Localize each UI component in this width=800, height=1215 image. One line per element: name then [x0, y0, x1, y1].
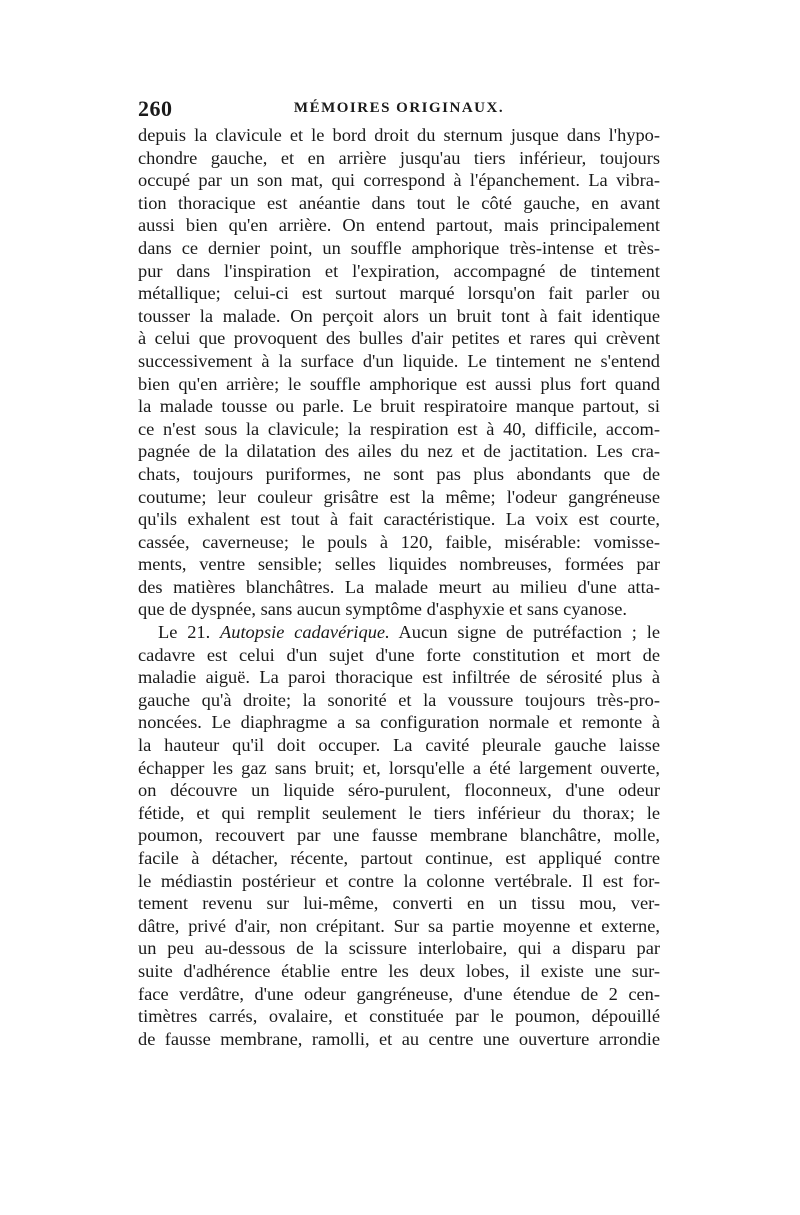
- text-line: ments, ventre sensible; selles liquides nombreuses, formées par: [138, 554, 660, 575]
- text-line: dâtre, privé d'air, non crépitant. Sur sa partie moyenne et externe,: [138, 915, 660, 936]
- text-line: des matières blanchâtres. La malade meurt au milieu d'une atta-: [138, 576, 660, 597]
- body-text: [138, 124, 660, 1050]
- text-line: poumon, recouvert par une fausse membrane blanchâtre, molle,: [138, 825, 660, 846]
- text-line: un peu au-dessous de la scissure interlobaire, qui a disparu par: [138, 938, 660, 959]
- paragraph-2: [138, 621, 660, 1050]
- text-line: tion thoracique est anéantie dans tout le côté gauche, en avant: [138, 192, 660, 213]
- text-line: à celui que provoquent des bulles d'air petites et rares qui crèvent: [138, 328, 660, 349]
- text-line: chats, toujours puriformes, ne sont pas plus abondants que de: [138, 463, 660, 484]
- text-line: aussi bien qu'en arrière. On entend partout, mais principalement: [138, 215, 660, 236]
- text-line: gauche qu'à droite; la sonorité et la voussure toujours très-pro-: [138, 689, 660, 710]
- text-line: de fausse membrane, ramolli, et au centre une ouverture arrondie: [138, 1028, 660, 1049]
- text-line: depuis la clavicule et le bord droit du sternum jusque dans l'hypo-: [138, 125, 660, 145]
- text-line: timètres carrés, ovalaire, et constituée par le poumon, dépouillé: [138, 1006, 660, 1027]
- text-line: face verdâtre, d'une odeur gangréneuse, d'une étendue de 2 cen-: [138, 983, 660, 1004]
- text-line: pagnée de la dilatation des ailes du nez et de jactitation. Les cra-: [138, 441, 660, 462]
- text-line-first: [138, 621, 660, 644]
- text-line: fétide, et qui remplit seulement le tiers inférieur du thorax; le: [138, 802, 660, 823]
- text-line: que de dyspnée, sans aucun symptôme d'asphyxie et sans cyanose.: [138, 599, 628, 620]
- text-line: successivement à la surface d'un liquide. Le tintement ne s'entend: [138, 350, 660, 371]
- text-line: tement revenu sur lui-même, converti en un tissu mou, ver-: [138, 893, 660, 914]
- paragraph-date: Le 21.: [158, 622, 221, 643]
- text-line: chondre gauche, et en arrière jusqu'au tiers inférieur, toujours: [138, 147, 660, 168]
- text-line: maladie aiguë. La paroi thoracique est infiltrée de sérosité plus à: [138, 667, 660, 688]
- text-line: échapper les gaz sans bruit; et, lorsqu'elle a été largement ouverte,: [138, 757, 660, 778]
- text-line: ce n'est sous la clavicule; la respiration est à 40, difficile, accom-: [138, 418, 660, 439]
- page-number: 260: [138, 96, 173, 121]
- paragraph-lead-text: Aucun signe de putréfaction ; le: [389, 622, 660, 643]
- text-line: pur dans l'inspiration et l'expiration, accompagné de tintement: [138, 260, 660, 281]
- text-line: la hauteur qu'il doit occuper. La cavité pleurale gauche laisse: [138, 735, 660, 756]
- text-line: métallique; celui-ci est surtout marqué lorsqu'on fait parler ou: [138, 283, 660, 304]
- text-line: facile à détacher, récente, partout continue, est appliqué contre: [138, 848, 660, 868]
- text-line: cassée, caverneuse; le pouls à 120, faible, misérable: vomisse-: [138, 531, 660, 552]
- text-line: tousser la malade. On perçoit alors un bruit tont à fait identique: [138, 305, 660, 326]
- section-heading-italic: Autopsie cadavérique.: [220, 622, 390, 643]
- text-line: coutume; leur couleur grisâtre est la même; l'odeur gangréneuse: [138, 486, 660, 507]
- text-line: bien qu'en arrière; le souffle amphorique est aussi plus fort quand: [138, 373, 660, 394]
- paragraph-1: [138, 124, 660, 621]
- text-line: le médiastin postérieur et contre la colonne vertébrale. Il est for-: [138, 870, 660, 891]
- text-line: cadavre est celui d'un sujet d'une forte constitution et mort de: [138, 644, 660, 665]
- text-line: dans ce dernier point, un souffle amphorique très-intense et très-: [138, 237, 660, 258]
- text-line: qu'ils exhalent est tout à fait caractéristique. La voix est courte,: [138, 509, 660, 530]
- page-header: [138, 96, 660, 126]
- running-head: MÉMOIRES ORIGINAUX.: [293, 100, 505, 116]
- text-line: la malade tousse ou parle. Le bruit respiratoire manque partout, si: [138, 396, 660, 417]
- text-line: noncées. Le diaphragme a sa configuration normale et remonte à: [138, 712, 660, 733]
- text-line: suite d'adhérence établie entre les deux lobes, il existe une sur-: [138, 960, 660, 981]
- text-line: occupé par un son mat, qui correspond à l'épanchement. La vibra-: [138, 170, 660, 191]
- text-line: on découvre un liquide séro-purulent, floconneux, d'une odeur: [138, 780, 660, 801]
